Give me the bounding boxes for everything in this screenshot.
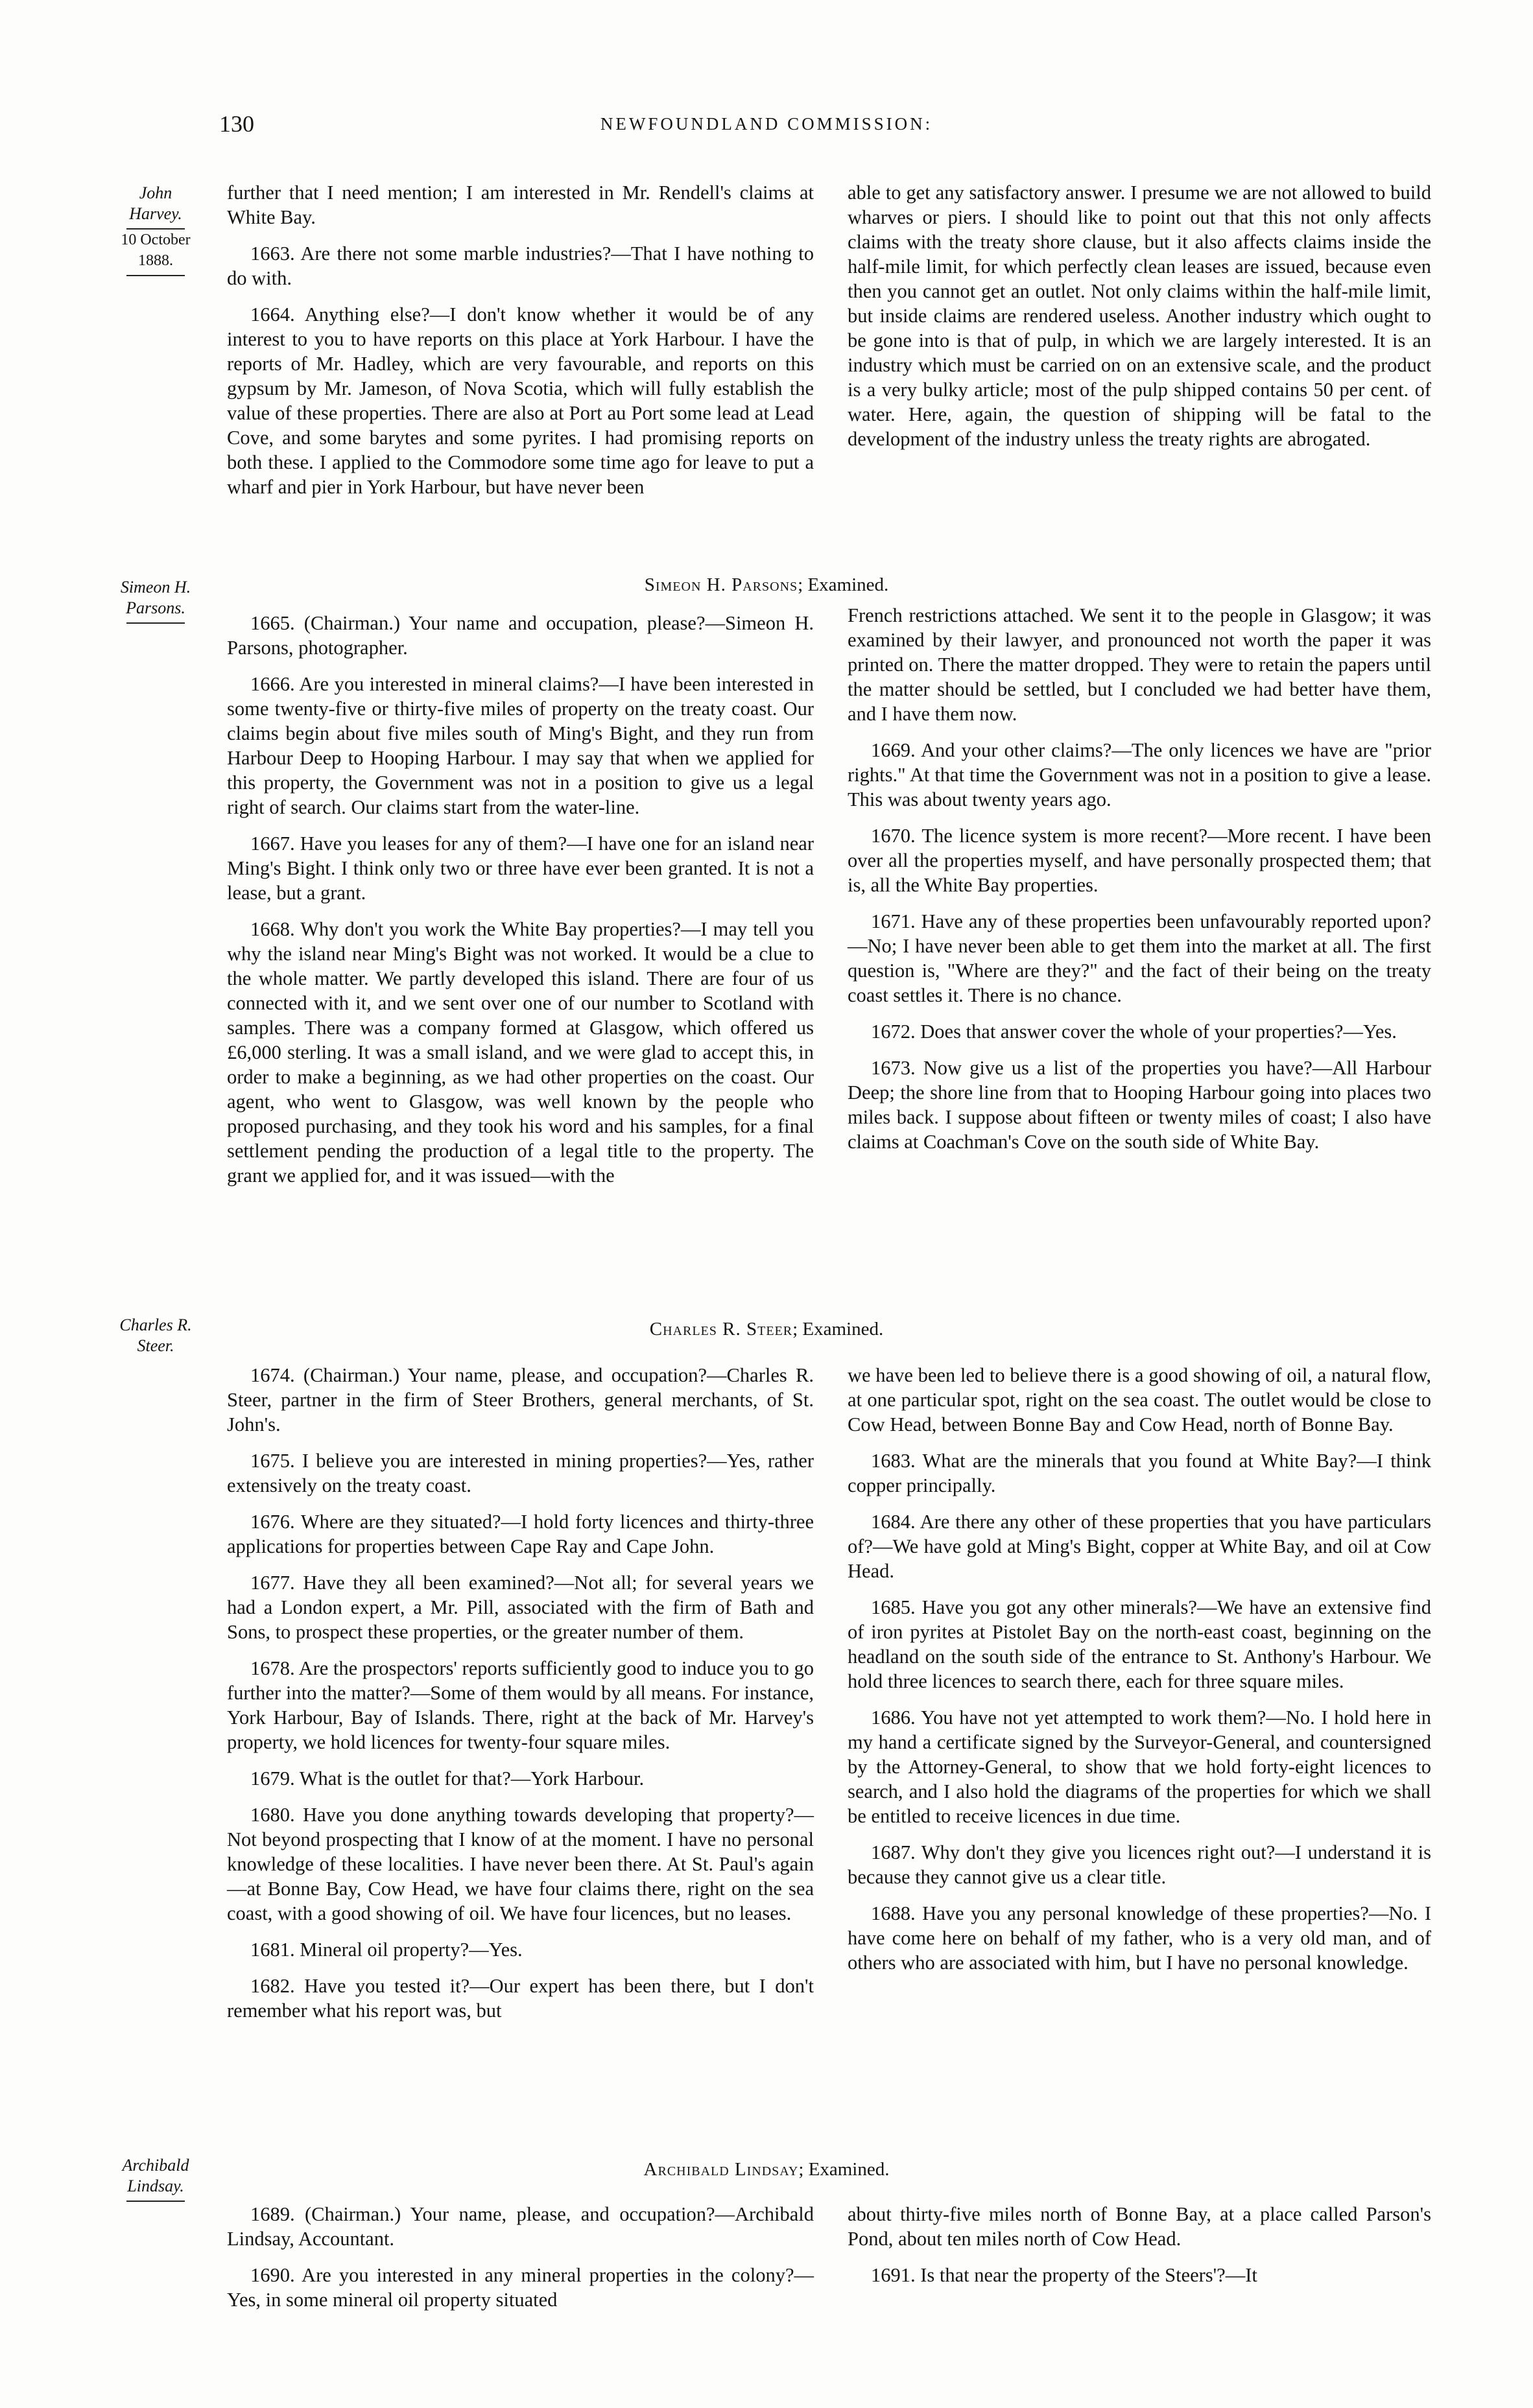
paragraph: 1691. Is that near the property of the Steers'?—It <box>871 2264 1257 2286</box>
paragraph: further that I need mention; I am interested in Mr. Rendell's claims at White Bay. <box>227 182 814 228</box>
side-name-line: Lindsay. <box>127 2177 184 2195</box>
paragraph: 1681. Mineral oil property?—Yes. <box>250 1939 523 1961</box>
side-divider <box>126 622 185 624</box>
side-name-line: Archibald <box>122 2156 189 2175</box>
paragraph: 1680. Have you done anything towards developing that property?—Not beyond prospecting that I know of at the moment. I have no personal knowledge of these localities. I have never been there. At St. Paul's again—at Bonne Bay, Cow Head, we have four claims there, right on the sea coast, with a good showing of oil. We have four licences, but no leases. <box>227 1804 814 1924</box>
paragraph: 1670. The licence system is more recent?—More recent. I have been over all the properties myself, and have personally prospected them; that is, all the White Bay properties. <box>848 825 1431 896</box>
witness-name: Archibald Lindsay <box>643 2159 799 2180</box>
harvey-left-column <box>227 180 814 499</box>
paragraph: we have been led to believe there is a good showing of oil, a natural flow, at one particular spot, right on the sea coast. The outlet would be close to Cow Head, between Bonne Bay and Cow Head, north of Bonne Bay. <box>848 1364 1431 1435</box>
running-title: NEWFOUNDLAND COMMISSION: <box>600 114 933 134</box>
paragraph: 1689. (Chairman.) Your name, please, and occupation?—Archibald Lindsay, Accountant. <box>227 2203 814 2250</box>
paragraph: 1669. And your other claims?—The only licences we have are "prior rights." At that time the Government was not in a position to give a lease. This was about twenty years ago. <box>848 739 1431 810</box>
side-name-line: Simeon H. <box>120 578 191 596</box>
paragraph: 1663. Are there not some marble industries?—That I have nothing to do with. <box>227 242 814 289</box>
paragraph: 1690. Are you interested in any mineral properties in the colony?—Yes, in some mineral oil property situated <box>227 2264 814 2311</box>
paragraph: 1677. Have they all been examined?—Not all; for several years we had a London expert, a Mr. Pill, associated with the firm of Bath and Sons, to prospect these properties, or the greater number of them. <box>227 1572 814 1643</box>
paragraph: about thirty-five miles north of Bonne Bay, at a place called Parson's Pond, about ten miles north of Cow Head. <box>848 2203 1431 2250</box>
witness-heading-lindsay <box>0 2159 1533 2180</box>
paragraph: 1673. Now give us a list of the properties you have?—All Harbour Deep; the shore line from that to Hooping Harbour going into places two miles back. I suppose about fifteen or twenty miles of coast; I also have claims at Coachman's Cove on the south side of White Bay. <box>848 1057 1431 1153</box>
paragraph: 1674. (Chairman.) Your name, please, and occupation?—Charles R. Steer, partner in the firm of Steer Brothers, general merchants, of St. John's. <box>227 1364 814 1435</box>
paragraph: 1683. What are the minerals that you found at White Bay?—I think copper principally. <box>848 1450 1431 1496</box>
paragraph: 1668. Why don't you work the White Bay properties?—I may tell you why the island near Ming's Bight was not worked. It would be a clue to the whole matter. We partly developed this island. There are four of us connected with it, and we sent over one of our number to Scotland with samples. There was a company formed at Glasgow, which offered us £6,000 sterling. It was a small island, and we were glad to accept this, in order to make a beginning, as we had other properties on the coast. Our agent, who went to Glasgow, was well known by the people who proposed purchasing, and they took his word and his samples, for a final settlement pending the production of a legal title to the property. The grant we applied for, and it was issued—with the <box>227 918 814 1186</box>
paragraph: 1672. Does that answer cover the whole of your properties?—Yes. <box>871 1021 1397 1043</box>
paragraph: 1685. Have you got any other minerals?—We have an extensive find of iron pyrites at Pistolet Bay on the north-east coast, beginning on the headland on the south side of the entrance to St. Anthony's Harbour. We hold three licences to search there, each for three square miles. <box>848 1596 1431 1692</box>
lindsay-left-column <box>227 2202 814 2312</box>
paragraph: 1671. Have any of these properties been unfavourably reported upon?—No; I have never been able to get them into the market at all. The first question is, "Where are they?" and the fact of their being on the treaty coast settles it. There is no chance. <box>848 910 1431 1006</box>
side-name-line: Charles R. <box>119 1316 192 1334</box>
paragraph: 1676. Where are they situated?—I hold forty licences and thirty-three applications for properties between Cape Ray and Cape John. <box>227 1511 814 1557</box>
page-number: 130 <box>219 111 254 137</box>
side-name-line: Harvey. <box>129 204 182 223</box>
side-name-line: Parsons. <box>126 598 185 617</box>
paragraph: 1664. Anything else?—I don't know whether it would be of any interest to you to have reports on this place at York Harbour. I have the reports of Mr. Hadley, which are very favourable, and reports on this gypsum by Mr. Jameson, of Nova Scotia, which will fully establish the value of these properties. There are also at Port au Port some lead at Lead Cove, and some barytes and some pyrites. I had promising reports on both these. I applied to the Commodore some time ago for leave to put a wharf and pier in York Harbour, but have never been <box>227 303 814 498</box>
lindsay-right-column <box>848 2202 1431 2287</box>
witness-heading-parsons <box>0 574 1533 596</box>
paragraph: 1687. Why don't they give you licences right out?—I understand it is because they cannot give us a clear title. <box>848 1841 1431 1888</box>
witness-heading-steer <box>0 1319 1533 1340</box>
paragraph: able to get any satisfactory answer. I presume we are not allowed to build wharves or piers. I should like to point out that this not only affects claims with the treaty shore clause, but it also affects claims inside the half-mile limit, for which perfectly clean leases are issued, because even then you cannot get an outlet. Not only claims within the half-mile limit, but inside claims are rendered useless. Another industry which ought to be gone into is that of pulp, in which we are largely interested. It is an industry which must be carried on on an extensive scale, and the product is a very bulky article; most of the pulp shipped contains 50 per cent. of water. Here, again, the question of shipping will be fatal to the development of the industry unless the treaty rights are abrogated. <box>848 182 1431 450</box>
side-name-line: Steer. <box>137 1336 174 1355</box>
examined-label: ; Examined. <box>798 2159 890 2180</box>
paragraph: 1666. Are you interested in mineral claims?—I have been interested in some twenty-five or thirty-five miles of property on the treaty coast. Our claims begin about five miles south of Ming's Bight, and they run from Harbour Deep to Hooping Harbour. I may say that when we applied for this property, the Government was not in a position to give us a legal right of search. Our claims start from the water-line. <box>227 673 814 818</box>
paragraph: French restrictions attached. We sent it to the people in Glasgow; it was examined by their lawyer, and pronounced not worth the paper it was printed on. There the matter dropped. They were to retain the papers until the matter should be settled, but I concluded we had better have them, and I have them now. <box>848 604 1431 725</box>
witness-name: Simeon H. Parsons <box>644 574 798 595</box>
paragraph: 1667. Have you leases for any of them?—I have one for an island near Ming's Bight. I think only two or three have ever been granted. It is not a lease, but a grant. <box>227 832 814 904</box>
examined-label: ; Examined. <box>792 1319 884 1340</box>
witness-name: Charles R. Steer <box>649 1319 793 1340</box>
paragraph: 1686. You have not yet attempted to work them?—No. I hold here in my hand a certificate signed by the Surveyor-General, and countersigned by the Attorney-General, to show that we hold forty-eight licences to search, and I also hold the diagrams of the properties for which we shall be entitled to receive licences in due time. <box>848 1706 1431 1827</box>
paragraph: 1678. Are the prospectors' reports sufficiently good to induce you to go further into the matter?—Some of them would by all means. For instance, York Harbour, Bay of Islands. There, right at the back of Mr. Harvey's property, we hold licences for twenty-four square miles. <box>227 1657 814 1753</box>
side-date-line: 10 October <box>121 231 191 248</box>
paragraph: 1682. Have you tested it?—Our expert has been there, but I don't remember what his report was, but <box>227 1975 814 2022</box>
page-header <box>0 110 1533 149</box>
side-date-line: 1888. <box>138 252 173 269</box>
examined-label: ; Examined. <box>798 574 889 595</box>
paragraph: 1675. I believe you are interested in mining properties?—Yes, rather extensively on the treaty coast. <box>227 1450 814 1496</box>
parsons-left-column <box>227 611 814 1188</box>
side-divider <box>126 275 185 276</box>
side-divider <box>126 2201 185 2202</box>
parsons-right-column <box>848 603 1431 1154</box>
side-name-line: John <box>139 183 172 202</box>
steer-right-column <box>848 1363 1431 1975</box>
paragraph: 1684. Are there any other of these properties that you have particulars of?—We have gold at Ming's Bight, copper at White Bay, and oil at Cow Head. <box>848 1511 1431 1582</box>
steer-left-column <box>227 1363 814 2023</box>
side-note-harvey <box>84 183 227 276</box>
paragraph: 1665. (Chairman.) Your name and occupation, please?—Simeon H. Parsons, photographer. <box>227 612 814 659</box>
paragraph: 1688. Have you any personal knowledge of these properties?—No. I have come here on behalf of my father, who is a very old man, and of others who are associated with him, but I have no personal knowledge. <box>848 1902 1431 1974</box>
paragraph: 1679. What is the outlet for that?—York Harbour. <box>250 1767 645 1789</box>
harvey-right-column <box>848 180 1431 451</box>
